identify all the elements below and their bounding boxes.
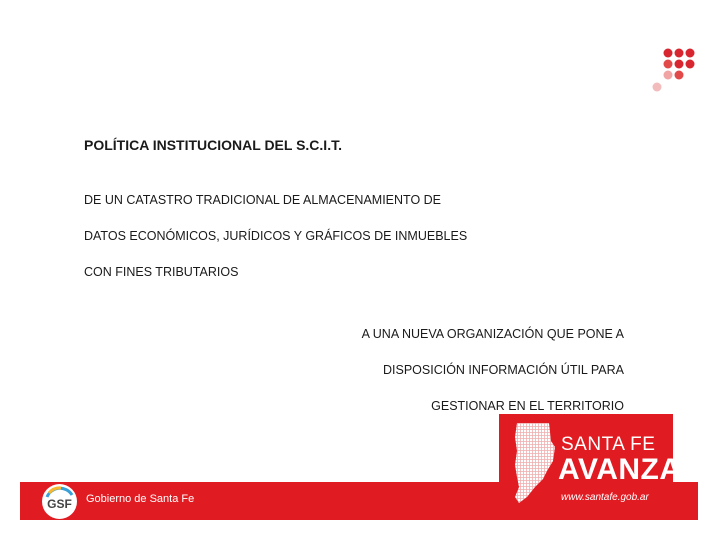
left-line-1: DE UN CATASTRO TRADICIONAL DE ALMACENAMIENTO DE [84, 193, 442, 207]
brand-url: www.santafe.gob.ar [561, 492, 649, 503]
province-map-icon [509, 421, 557, 505]
dot-pattern-icon [650, 47, 700, 97]
government-label: Gobierno de Santa Fe [86, 493, 195, 505]
page-title: POLÍTICA INSTITUCIONAL DEL S.C.I.T. [84, 137, 342, 153]
right-line-1: A UNA NUEVA ORGANIZACIÓN QUE PONE A [361, 327, 624, 341]
gsf-logo-text: GSF [47, 497, 72, 511]
left-text-block [84, 193, 467, 301]
left-line-2: DATOS ECONÓMICOS, JURÍDICOS Y GRÁFICOS DE INMUEBLES [84, 229, 468, 243]
right-line-2: DISPOSICIÓN INFORMACIÓN ÚTIL PARA [383, 363, 624, 377]
brand-line-avanza: AVANZA [558, 453, 682, 486]
right-line-3: GESTIONAR EN EL TERRITORIO [431, 399, 624, 413]
gsf-logo-icon [41, 483, 78, 520]
left-line-3: CON FINES TRIBUTARIOS [84, 265, 239, 279]
brand-line-santa-fe: SANTA FE [561, 434, 656, 455]
